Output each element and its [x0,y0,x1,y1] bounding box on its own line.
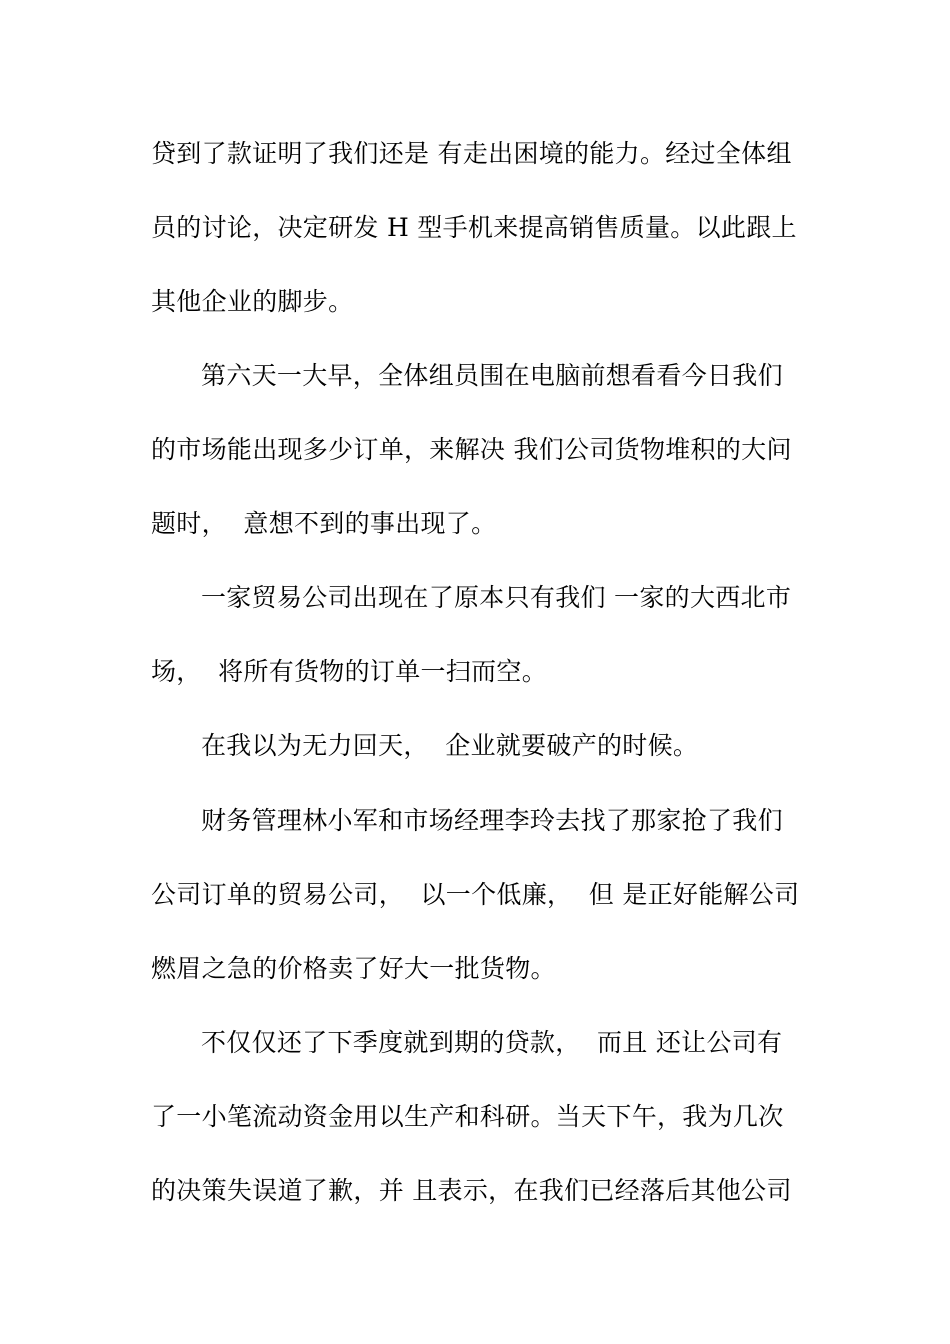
text-line: 题时， 意想不到的事出现了。 [151,509,497,538]
text-line: 员的讨论，决定研发 H 型手机来提高销售质量。以此跟上 [151,213,797,242]
text-line: 公司订单的贸易公司， 以一个低廉， 但 是正好能解公司 [151,880,800,909]
paragraph-first-line: 第六天一大早，全体组员围在电脑前想看看今日我们 [201,361,783,390]
paragraph-first-line: 财务管理林小军和市场经理李玲去找了那家抢了我们 [201,806,783,835]
paragraph-first-line: 不仅仅还了下季度就到期的贷款， 而且 还让公司有 [201,1028,783,1057]
text-line: 其他企业的脚步。 [151,287,354,316]
text-line: 场， 将所有货物的订单一扫而空。 [151,657,547,686]
text-line: 燃眉之急的价格卖了好大一批货物。 [151,954,556,983]
text-line: 的决策失误道了歉，并 且表示，在我们已经落后其他公司 [151,1176,792,1205]
text-line: 贷到了款证明了我们还是 有走出困境的能力。经过全体组 [151,139,792,168]
text-line: 了一小笔流动资金用以生产和科研。当天下午，我为几次 [151,1102,784,1131]
paragraph-first-line: 在我以为无力回天， 企业就要破产的时候。 [201,731,699,760]
text-line: 的市场能出现多少订单，来解决 我们公司货物堆积的大问 [151,435,792,464]
paragraph-first-line: 一家贸易公司出现在了原本只有我们 一家的大西北市 [201,583,792,612]
